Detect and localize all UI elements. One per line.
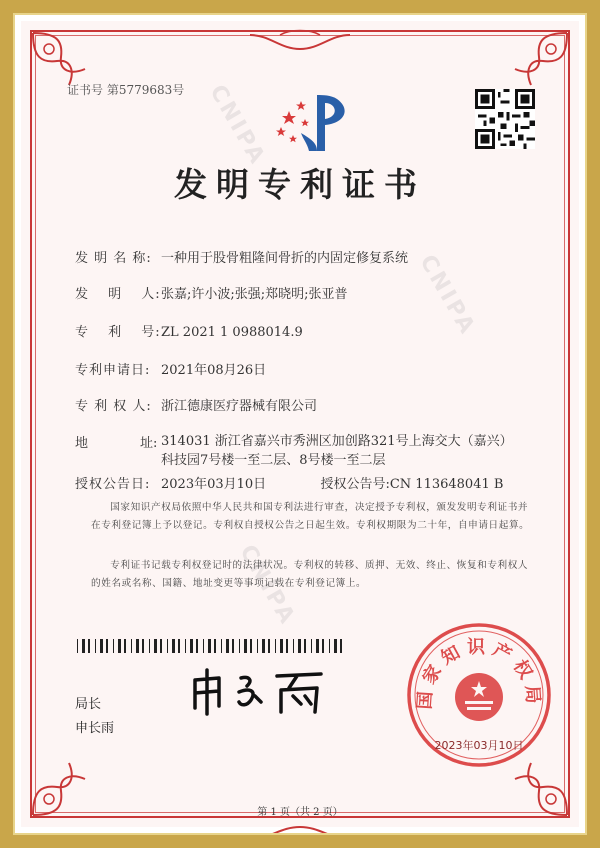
patentee-label: 专 利 权 人: (75, 399, 152, 414)
director-signature (189, 666, 329, 718)
inventor-label: 发 明 人: (75, 287, 161, 302)
grant-row (75, 473, 503, 492)
grant-date-value: 2023年03月10日 (161, 477, 267, 492)
filing-date-label: 专利申请日: (75, 363, 151, 378)
director-name: 申长雨 (75, 721, 115, 736)
patent-number-label: 专 利 号: (75, 325, 161, 340)
inventor-row (75, 283, 348, 302)
page-footer: 第 1 页（共 2 页） (257, 807, 343, 818)
certificate-title: 发明专利证书 (174, 165, 426, 204)
grant-number-value: CN 113648041 B (389, 477, 504, 492)
patent-number-value: ZL 2021 1 0988014.9 (161, 325, 303, 340)
barcode (77, 639, 347, 653)
statement-paragraph-2: 专利证书记载专利权登记时的法律状况。专利权的转移、质押、无效、终止、恢复和专利权人的姓名或名称、国籍、地址变更等事项记载在专利登记簿上。 (91, 560, 529, 589)
director-title: 局长 (75, 697, 102, 712)
invention-name-value: 一种用于股骨粗隆间骨折的内固定修复系统 (161, 251, 409, 266)
qr-code (475, 89, 535, 149)
seal-date: 2023年03月10日 (434, 739, 524, 752)
invention-name-row (75, 247, 408, 266)
patent-number-row (75, 321, 303, 340)
statement-paragraph-1: 国家知识产权局依照中华人民共和国专利法进行审查，决定授予专利权，颁发发明专利证书并在专利登记簿上予以登记。专利权自授权公告之日起生效。专利权期限为二十年，自申请日起算。 (91, 502, 530, 531)
cnipa-logo (271, 89, 359, 157)
address-label: 地 址: (75, 436, 158, 451)
patentee-value: 浙江德康医疗器械有限公司 (161, 399, 318, 414)
grant-date-label: 授权公告日: (75, 477, 151, 492)
svg-text:国家知识产权局: 国家知识产权局 (414, 637, 544, 711)
patentee-row (75, 395, 317, 414)
official-seal (405, 621, 553, 769)
certificate-number: 证书号 第5779683号 (67, 83, 185, 97)
filing-date-value: 2021年08月26日 (161, 363, 267, 378)
grant-number-label: 授权公告号: (320, 477, 390, 492)
invention-name-label: 发 明 名 称: (75, 251, 152, 266)
inventor-value: 张嘉;许小波;张强;郑晓明;张亚普 (161, 287, 348, 302)
address-value: 314031 浙江省嘉兴市秀洲区加创路321号上海交大（嘉兴）科技园7号楼一至二层、8号楼一至二层 (161, 434, 513, 468)
filing-date-row (75, 359, 266, 378)
